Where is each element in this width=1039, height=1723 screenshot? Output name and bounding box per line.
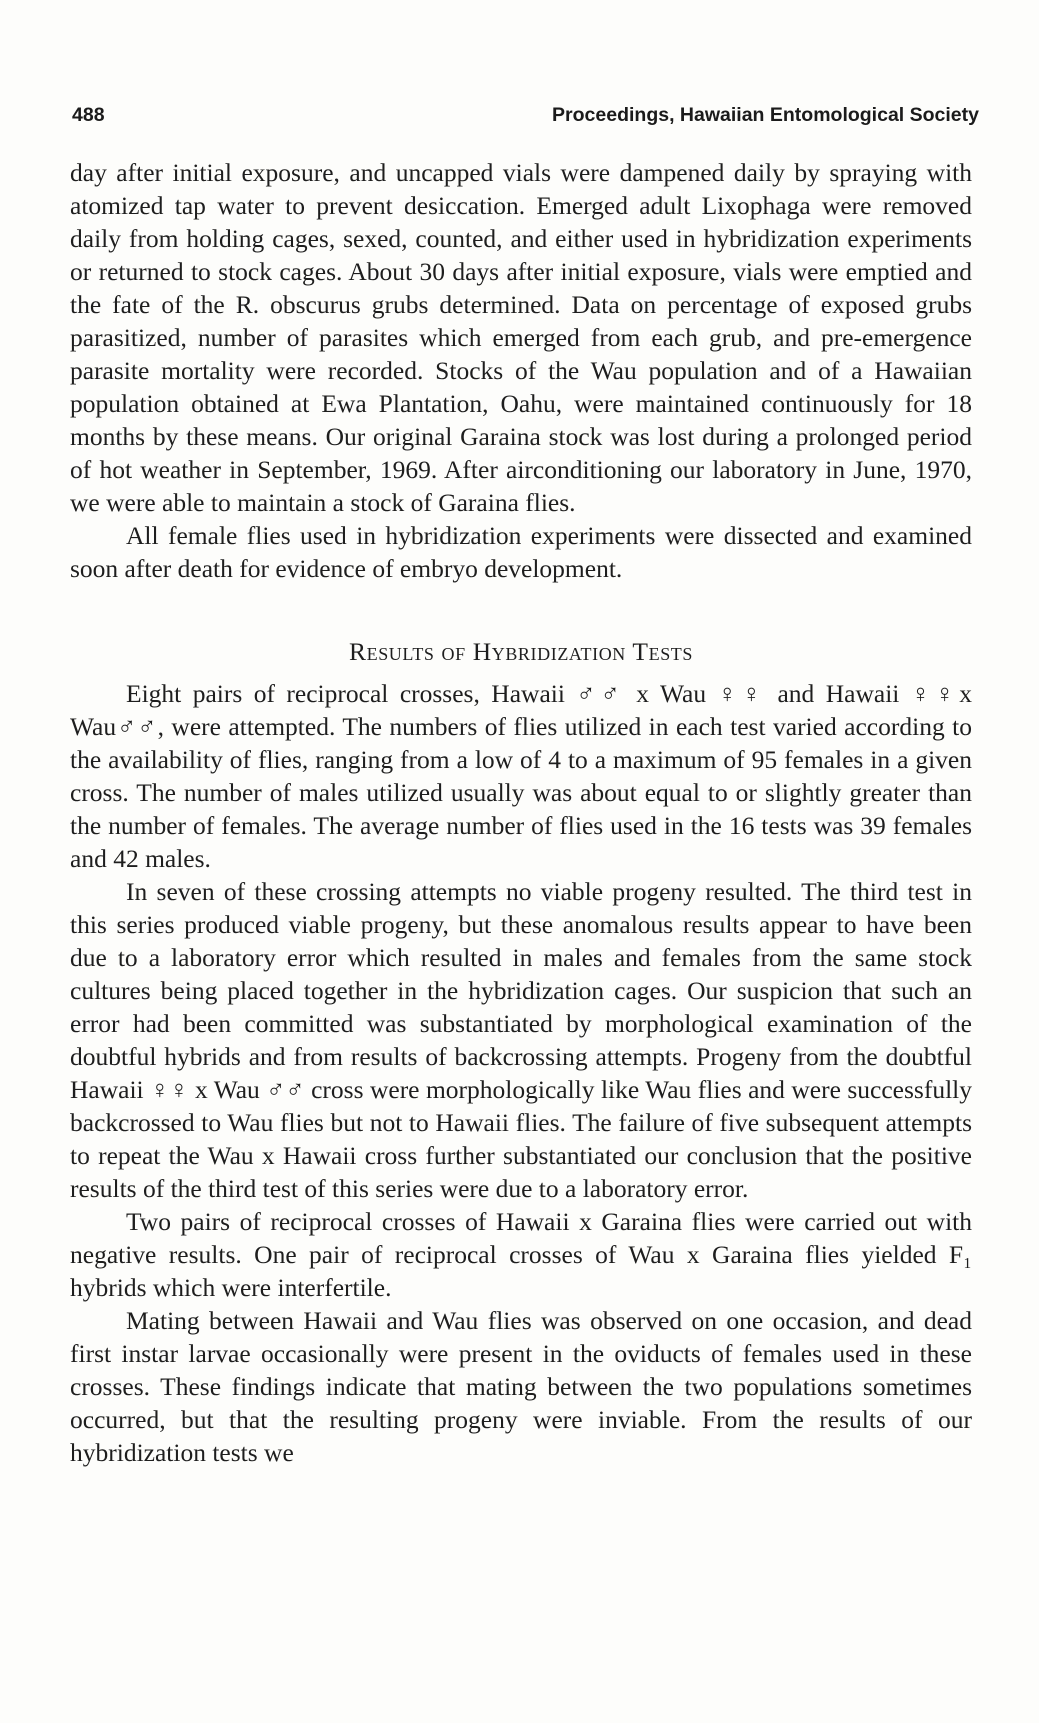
section-heading: Results of Hybridization Tests <box>348 637 694 666</box>
paragraph-reciprocal-crosses: Eight pairs of reciprocal crosses, Hawaii ♂♂ x Wau ♀♀ and Hawaii ♀♀x Wau♂♂, were attempted. The numbers of flies utilized in each test varied according to the availability of flies, ranging from a low of 4 to a maximum of 95 females in a given cross. The number of males utilized usually was about equal to or slightly greater than the number of females. The average number of flies used in the 16 tests was 39 females and 42 males. <box>70 679 972 873</box>
paragraph-mating-observations: Mating between Hawaii and Wau flies was observed on one occasion, and dead first instar larvae occasionally were present in the oviducts of females used in these crosses. These findings indicate that mating between the two populations sometimes occurred, but that the resulting progeny were inviable. From the results of our hybridization tests we <box>70 1306 972 1467</box>
running-head <box>72 104 979 134</box>
paragraph-crossing-results: In seven of these crossing attempts no viable progeny resulted. The third test in this series produced viable progeny, but these anomalous results appear to have been due to a laboratory error which resulted in males and females from the same stock cultures being placed together in the hybridization cages. Our suspicion that such an error had been committed was substantiated by morphological examination of the doubtful hybrids and from results of backcrossing attempts. Progeny from the doubtful Hawaii ♀♀ x Wau ♂♂ cross were morphologically like Wau flies and were successfully backcrossed to Wau flies but not to Hawaii flies. The failure of five subsequent attempts to repeat the Wau x Hawaii cross further substantiated our conclusion that the positive results of the third test of this series were due to a laboratory error. <box>70 877 972 1203</box>
paragraph-garaina-crosses: Two pairs of reciprocal crosses of Hawaii x Garaina flies were carried out with negative results. One pair of reciprocal crosses of Wau x Garaina flies yielded F₁ hybrids which were interfertile. <box>70 1207 972 1302</box>
paragraph-methods-continued: day after initial exposure, and uncapped vials were dampened daily by spraying with atomized tap water to prevent desiccation. Emerged adult Lixophaga were removed daily from holding cages, sexed, counted, and either used in hybridization experiments or returned to stock cages. About 30 days after initial exposure, vials were emptied and the fate of the R. obscurus grubs determined. Data on percentage of exposed grubs parasitized, number of parasites which emerged from each grub, and pre-emergence parasite mortality were recorded. Stocks of the Wau population and of a Hawaiian population obtained at Ewa Plantation, Oahu, were maintained continuously for 18 months by these means. Our original Garaina stock was lost during a prolonged period of hot weather in September, 1969. After airconditioning our laboratory in June, 1970, we were able to maintain a stock of Garaina flies. <box>70 158 972 517</box>
body-text <box>70 156 972 1469</box>
page-number: 488 <box>72 104 105 126</box>
journal-title: Proceedings, Hawaiian Entomological Society <box>552 104 979 126</box>
paragraph-dissection: All female flies used in hybridization experiments were dissected and examined soon after death for evidence of embryo development. <box>70 521 972 583</box>
